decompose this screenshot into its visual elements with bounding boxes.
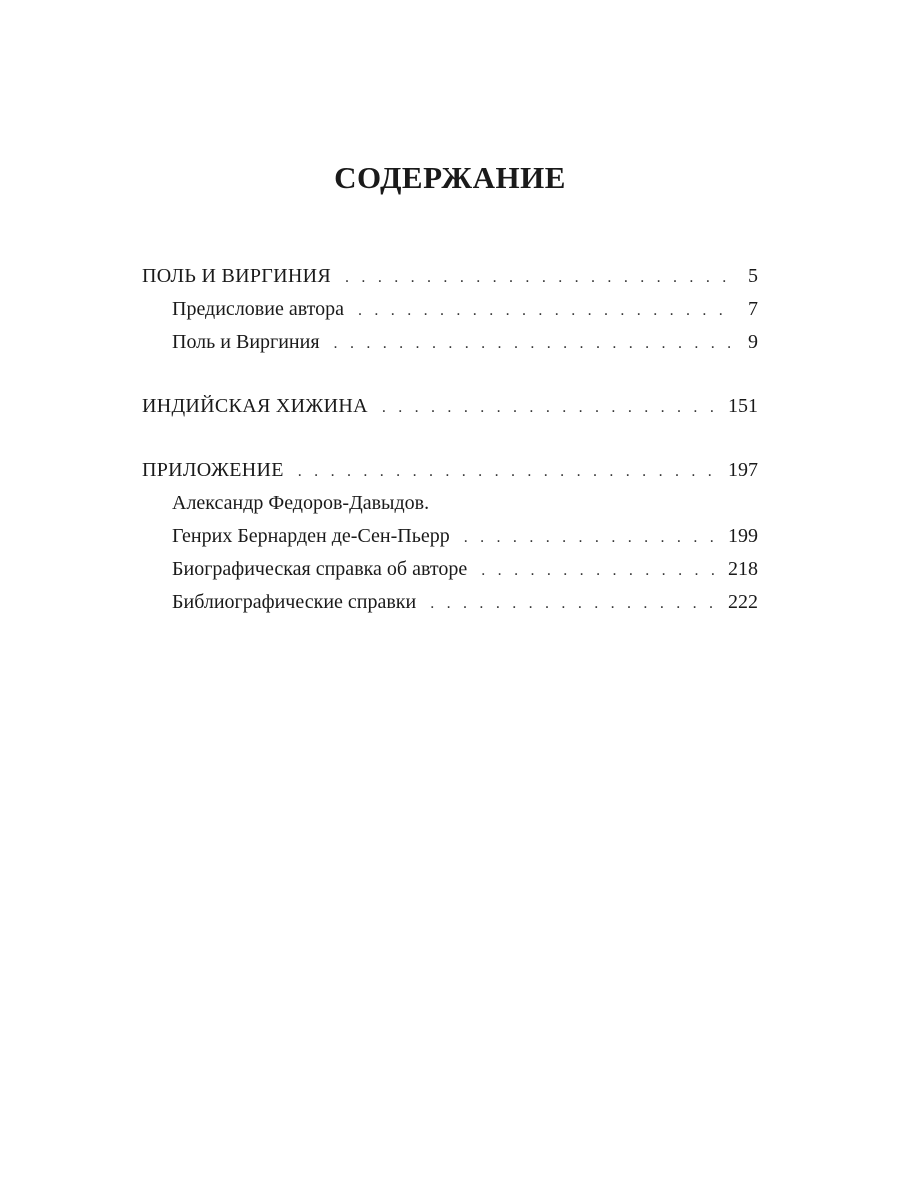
toc-entry-article-line2[interactable] bbox=[142, 525, 758, 558]
dot-leader bbox=[464, 529, 714, 547]
dot-leader bbox=[334, 335, 730, 353]
dot-leader bbox=[358, 302, 730, 320]
toc-entry-article-line1[interactable] bbox=[142, 492, 758, 525]
dot-leader bbox=[481, 562, 714, 580]
toc-entry-title: Предисловие автора bbox=[172, 298, 344, 320]
toc-page-number: 218 bbox=[728, 558, 758, 580]
toc-entry-title: Библиографические справки bbox=[172, 591, 417, 613]
toc-entry-biography[interactable] bbox=[142, 558, 758, 591]
toc-entry-title: Биографическая справка об авторе bbox=[172, 558, 468, 580]
toc-entry-title: Поль и Виргиния bbox=[172, 331, 320, 353]
toc-page-number: 151 bbox=[728, 395, 758, 417]
dot-leader bbox=[382, 399, 714, 417]
toc-entry-title: Александр Федоров-Давыдов. bbox=[172, 492, 430, 514]
toc-page-number: 5 bbox=[748, 265, 758, 287]
dot-leader bbox=[298, 463, 714, 481]
page-title: СОДЕРЖАНИЕ bbox=[334, 160, 566, 195]
toc-entry-preface[interactable] bbox=[142, 298, 758, 331]
toc-entry-title: Генрих Бернарден де-Сен-Пьерр bbox=[172, 525, 450, 547]
dot-leader bbox=[345, 269, 730, 287]
toc-entry-title: ИНДИЙСКАЯ ХИЖИНА bbox=[142, 395, 368, 417]
toc-entry-part1[interactable] bbox=[142, 265, 758, 298]
toc-page-number: 199 bbox=[728, 525, 758, 547]
toc-entry-bibliography[interactable] bbox=[142, 591, 758, 624]
table-of-contents bbox=[142, 265, 758, 624]
toc-page-number: 222 bbox=[728, 591, 758, 613]
toc-entry-part2[interactable] bbox=[142, 395, 758, 428]
toc-entry-part3[interactable] bbox=[142, 459, 758, 492]
toc-page-number: 9 bbox=[748, 331, 758, 353]
dot-leader bbox=[430, 595, 714, 613]
toc-entry-paul-and-virginia[interactable] bbox=[142, 331, 758, 364]
toc-page-number: 7 bbox=[748, 298, 758, 320]
toc-page-number: 197 bbox=[728, 459, 758, 481]
toc-entry-title: ПОЛЬ И ВИРГИНИЯ bbox=[142, 265, 332, 287]
toc-entry-title: ПРИЛОЖЕНИЕ bbox=[142, 459, 284, 481]
